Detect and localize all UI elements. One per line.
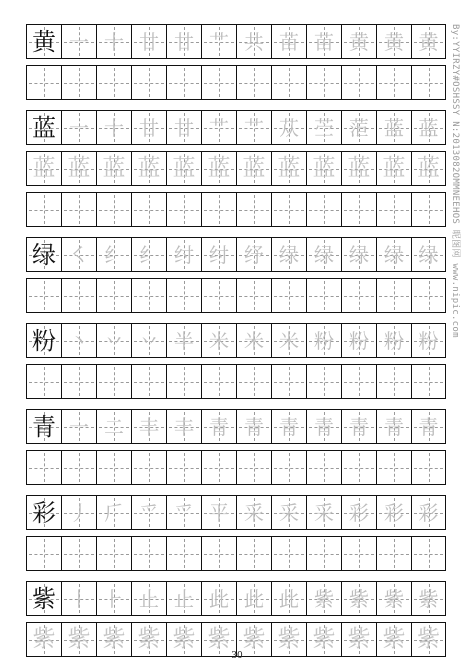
trace-character: 蓝: [347, 155, 371, 181]
stroke-step-cell: [166, 238, 201, 271]
stroke-step: 绿: [384, 242, 404, 267]
practice-cell[interactable]: [26, 537, 61, 570]
practice-cell[interactable]: [411, 537, 446, 570]
stroke-step-cell: [166, 582, 201, 615]
stroke-step-cell: [341, 496, 376, 529]
stroke-step: 十: [104, 115, 124, 140]
stroke-step-cell: [271, 25, 306, 58]
practice-cell[interactable]: [96, 66, 131, 99]
stroke-step-cell: [411, 324, 446, 357]
stroke-step: 苁: [279, 115, 299, 140]
trace-character: 蓝: [277, 155, 301, 181]
trace-cell: [376, 152, 411, 185]
stroke-step-cell: [376, 324, 411, 357]
stroke-step-cell: [376, 25, 411, 58]
stroke-step-cell: [341, 111, 376, 144]
practice-cell[interactable]: [96, 193, 131, 226]
model-character: 蓝: [32, 113, 56, 142]
stroke-step-cell: [96, 238, 131, 271]
stroke-step: 黄: [384, 29, 404, 54]
practice-cell[interactable]: [271, 537, 306, 570]
practice-cell[interactable]: [131, 451, 166, 484]
stroke-step-cell: [271, 582, 306, 615]
stroke-step: 半: [174, 328, 194, 353]
stroke-step: 紫: [418, 586, 439, 611]
stroke-step: 黄: [349, 29, 369, 54]
trace-character: 蓝: [67, 155, 91, 181]
practice-cell[interactable]: [26, 451, 61, 484]
stroke-step: 粉: [418, 328, 439, 353]
trace-cell: [236, 152, 271, 185]
stroke-step-cell: [271, 324, 306, 357]
stroke-step-cell: [236, 410, 271, 443]
stroke-step: 爫: [174, 500, 194, 525]
practice-cell[interactable]: [411, 451, 446, 484]
stroke-step: 青: [209, 414, 229, 439]
stroke-step-cell: [166, 324, 201, 357]
stroke-step: 纟: [139, 242, 159, 267]
blank-practice-row: [26, 192, 446, 227]
stroke-order-row: [26, 581, 446, 616]
stroke-step: 青: [418, 414, 439, 439]
practice-cell[interactable]: [166, 365, 201, 398]
stroke-step-cell: [341, 324, 376, 357]
model-character-cell: [26, 238, 61, 271]
model-character-cell: [26, 410, 61, 443]
practice-cell[interactable]: [201, 365, 236, 398]
stroke-step-cell: [166, 410, 201, 443]
stroke-step-cell: [376, 238, 411, 271]
stroke-step-cell: [236, 582, 271, 615]
stroke-step-cell: [271, 111, 306, 144]
practice-cell[interactable]: [166, 279, 201, 312]
stroke-step-cell: [201, 496, 236, 529]
stroke-step: 平: [209, 500, 229, 525]
trace-character: 蓝: [207, 155, 231, 181]
blank-practice-row: [26, 364, 446, 399]
trace-character: 紫: [417, 626, 441, 652]
stroke-step: 艹: [209, 115, 229, 140]
trace-cell: [131, 152, 166, 185]
trace-cell: [271, 152, 306, 185]
practice-cell[interactable]: [131, 365, 166, 398]
trace-character: 蓝: [242, 155, 266, 181]
model-character-cell: [26, 324, 61, 357]
stroke-step: 止: [139, 586, 159, 611]
stroke-step: 绿: [279, 242, 299, 267]
stroke-step: 十: [104, 29, 124, 54]
stroke-step-cell: [411, 496, 446, 529]
practice-cell[interactable]: [201, 193, 236, 226]
page-number: 30: [231, 651, 243, 661]
stroke-step: 菃: [349, 115, 369, 140]
trace-cell: [341, 152, 376, 185]
practice-cell[interactable]: [131, 66, 166, 99]
practice-cell[interactable]: [376, 66, 411, 99]
stroke-step-cell: [376, 582, 411, 615]
stroke-step-cell: [131, 238, 166, 271]
stroke-step-cell: [236, 496, 271, 529]
stroke-step: 共: [244, 29, 264, 54]
practice-cell[interactable]: [271, 193, 306, 226]
stroke-step-cell: [131, 410, 166, 443]
practice-cell[interactable]: [236, 451, 271, 484]
stroke-step: 苎: [314, 115, 334, 140]
stroke-step: 爫: [139, 500, 159, 525]
practice-cell[interactable]: [201, 279, 236, 312]
stroke-step: 粉: [349, 328, 369, 353]
stroke-step-cell: [376, 410, 411, 443]
stroke-order-row: [26, 24, 446, 59]
practice-cell[interactable]: [61, 451, 96, 484]
stroke-step: 一: [69, 29, 89, 54]
stroke-order-row: [26, 323, 446, 358]
stroke-step-cell: [411, 582, 446, 615]
practice-cell[interactable]: [166, 193, 201, 226]
stroke-step: 止: [174, 586, 194, 611]
stroke-step-cell: [341, 410, 376, 443]
trace-character: 紫: [102, 626, 126, 652]
stroke-step-cell: [61, 324, 96, 357]
trace-character: 蓝: [172, 155, 196, 181]
stroke-step-cell: [376, 111, 411, 144]
practice-cell[interactable]: [376, 193, 411, 226]
practice-cell[interactable]: [166, 66, 201, 99]
stroke-step: 此: [209, 586, 229, 611]
practice-cell[interactable]: [96, 279, 131, 312]
practice-cell[interactable]: [306, 193, 341, 226]
stroke-step-cell: [131, 582, 166, 615]
stroke-step: 黄: [418, 29, 439, 54]
stroke-step: 此: [279, 586, 299, 611]
practice-cell[interactable]: [61, 66, 96, 99]
stroke-step: 青: [314, 414, 334, 439]
practice-cell[interactable]: [61, 193, 96, 226]
stroke-step-cell: [201, 410, 236, 443]
trace-character: 蓝: [382, 155, 406, 181]
stroke-order-row: [26, 495, 446, 530]
practice-cell[interactable]: [341, 365, 376, 398]
stroke-step-cell: [61, 410, 96, 443]
stroke-step-cell: [201, 582, 236, 615]
blank-practice-row: [26, 450, 446, 485]
stroke-step: 纾: [244, 242, 264, 267]
stroke-step-cell: [166, 111, 201, 144]
model-character: 青: [32, 412, 56, 441]
stroke-step: 艹: [209, 29, 229, 54]
trace-character: 紫: [67, 626, 91, 652]
model-character: 彩: [32, 498, 56, 527]
stroke-step-cell: [96, 496, 131, 529]
stroke-step-cell: [96, 410, 131, 443]
stroke-step: 绿: [314, 242, 334, 267]
trace-cell: [96, 152, 131, 185]
trace-character: 蓝: [312, 155, 336, 181]
trace-cell: [166, 152, 201, 185]
stroke-step: 廿: [139, 29, 159, 54]
stroke-step: 采: [314, 500, 334, 525]
practice-cell[interactable]: [271, 66, 306, 99]
practice-cell[interactable]: [271, 451, 306, 484]
stroke-step-cell: [166, 25, 201, 58]
stroke-step: 米: [244, 328, 264, 353]
stroke-step-cell: [306, 496, 341, 529]
stroke-step-cell: [201, 25, 236, 58]
blank-practice-row: [26, 536, 446, 571]
stroke-step: 紫: [349, 586, 369, 611]
practice-cell[interactable]: [236, 66, 271, 99]
practice-cell[interactable]: [26, 279, 61, 312]
stroke-step: 绿: [418, 242, 439, 267]
stroke-step: 丷: [139, 328, 159, 353]
practice-cell[interactable]: [26, 365, 61, 398]
stroke-step-cell: [376, 496, 411, 529]
stroke-step-cell: [61, 496, 96, 529]
stroke-step: 苗: [279, 29, 299, 54]
stroke-step: 苗: [314, 29, 334, 54]
watermark-text: By:YYIRZY#OSHSSY N:2013082OMMNEEHOS 昵图网 www.nipic.com: [450, 24, 460, 338]
stroke-order-row: [26, 237, 446, 272]
practice-cell[interactable]: [271, 279, 306, 312]
practice-cell[interactable]: [236, 365, 271, 398]
stroke-step-cell: [96, 582, 131, 615]
stroke-step-cell: [306, 410, 341, 443]
practice-cell[interactable]: [61, 365, 96, 398]
practice-cell[interactable]: [306, 451, 341, 484]
blank-practice-row: [26, 65, 446, 100]
trace-character: 紫: [347, 626, 371, 652]
stroke-step: 彩: [384, 500, 404, 525]
stroke-step: 𠂆: [104, 500, 124, 525]
practice-cell[interactable]: [376, 451, 411, 484]
trace-character: 紫: [312, 626, 336, 652]
stroke-step: 彩: [418, 500, 439, 525]
practice-cell[interactable]: [271, 365, 306, 398]
stroke-step: 廿: [139, 115, 159, 140]
practice-cell[interactable]: [131, 279, 166, 312]
stroke-step: 丿: [69, 500, 89, 525]
practice-cell[interactable]: [236, 537, 271, 570]
practice-cell[interactable]: [306, 279, 341, 312]
trace-character: 蓝: [32, 155, 56, 181]
practice-cell[interactable]: [341, 537, 376, 570]
blank-practice-row: [26, 278, 446, 313]
stroke-step-cell: [411, 410, 446, 443]
stroke-step: 一: [69, 115, 89, 140]
stroke-step-cell: [236, 111, 271, 144]
practice-cell[interactable]: [236, 193, 271, 226]
stroke-step-cell: [201, 238, 236, 271]
stroke-step: 艹: [244, 115, 264, 140]
stroke-step: 青: [279, 414, 299, 439]
practice-cell[interactable]: [166, 451, 201, 484]
stroke-step: 彩: [349, 500, 369, 525]
stroke-step: 丶: [69, 328, 89, 353]
stroke-step-cell: [306, 25, 341, 58]
stroke-step-cell: [131, 496, 166, 529]
stroke-step: 紫: [384, 586, 404, 611]
stroke-step-cell: [306, 238, 341, 271]
stroke-step: 丰: [139, 414, 159, 439]
stroke-step-cell: [201, 111, 236, 144]
practice-cell[interactable]: [96, 365, 131, 398]
stroke-step-cell: [341, 238, 376, 271]
practice-cell[interactable]: [411, 365, 446, 398]
stroke-step-cell: [131, 25, 166, 58]
stroke-step-cell: [96, 324, 131, 357]
stroke-step: ⺊: [104, 586, 124, 611]
practice-cell[interactable]: [61, 279, 96, 312]
practice-cell[interactable]: [341, 279, 376, 312]
practice-cell[interactable]: [131, 193, 166, 226]
practice-cell[interactable]: [376, 365, 411, 398]
practice-cell[interactable]: [341, 451, 376, 484]
stroke-step: 青: [349, 414, 369, 439]
stroke-step-cell: [411, 111, 446, 144]
practice-cell[interactable]: [26, 66, 61, 99]
practice-cell[interactable]: [131, 537, 166, 570]
practice-cell[interactable]: [376, 279, 411, 312]
model-character-cell: [26, 496, 61, 529]
stroke-step-cell: [131, 111, 166, 144]
stroke-step: 蓝: [418, 115, 439, 140]
stroke-step-cell: [201, 324, 236, 357]
stroke-step: 米: [279, 328, 299, 353]
trace-character: 紫: [242, 626, 266, 652]
practice-cell[interactable]: [306, 66, 341, 99]
practice-cell[interactable]: [61, 537, 96, 570]
practice-cell[interactable]: [201, 66, 236, 99]
stroke-step-cell: [306, 324, 341, 357]
trace-character: 紫: [382, 626, 406, 652]
model-character: 紫: [32, 584, 56, 613]
trace-cell: [201, 152, 236, 185]
stroke-step: 丷: [104, 328, 124, 353]
model-character-cell: [26, 582, 61, 615]
stroke-step-cell: [341, 582, 376, 615]
trace-row: [26, 151, 446, 186]
trace-character: 紫: [207, 626, 231, 652]
practice-cell[interactable]: [411, 193, 446, 226]
trace-character: 蓝: [102, 155, 126, 181]
stroke-step: 采: [244, 500, 264, 525]
practice-cell[interactable]: [341, 193, 376, 226]
stroke-step: 廿: [174, 115, 194, 140]
practice-cell[interactable]: [201, 537, 236, 570]
watermark: [451, 24, 467, 624]
stroke-step-cell: [411, 25, 446, 58]
practice-cell[interactable]: [96, 537, 131, 570]
stroke-step: 青: [244, 414, 264, 439]
stroke-step-cell: [131, 324, 166, 357]
model-character: 绿: [32, 240, 56, 269]
trace-character: 紫: [277, 626, 301, 652]
practice-cell[interactable]: [201, 451, 236, 484]
practice-cell[interactable]: [341, 66, 376, 99]
practice-cell[interactable]: [96, 451, 131, 484]
trace-character: 蓝: [137, 155, 161, 181]
stroke-step-cell: [306, 111, 341, 144]
stroke-step-cell: [236, 238, 271, 271]
model-character-cell: [26, 25, 61, 58]
stroke-step-cell: [96, 25, 131, 58]
stroke-step: 青: [384, 414, 404, 439]
trace-character: 紫: [172, 626, 196, 652]
trace-cell: [411, 152, 446, 185]
trace-character: 紫: [137, 626, 161, 652]
trace-cell: [306, 152, 341, 185]
stroke-step-cell: [411, 238, 446, 271]
stroke-step: 二: [104, 414, 124, 439]
stroke-step: 此: [244, 586, 264, 611]
model-character: 黄: [32, 27, 56, 56]
stroke-step-cell: [236, 25, 271, 58]
practice-cell[interactable]: [306, 365, 341, 398]
stroke-step-cell: [166, 496, 201, 529]
trace-cell: [61, 152, 96, 185]
stroke-step: 粉: [384, 328, 404, 353]
practice-cell[interactable]: [376, 537, 411, 570]
stroke-step: 粉: [314, 328, 334, 353]
stroke-step: 纟: [104, 242, 124, 267]
stroke-step: 蓝: [384, 115, 404, 140]
stroke-step-cell: [271, 410, 306, 443]
stroke-step: 米: [209, 328, 229, 353]
practice-cell[interactable]: [411, 66, 446, 99]
stroke-step-cell: [61, 582, 96, 615]
stroke-step-cell: [61, 25, 96, 58]
stroke-step: 纣: [174, 242, 194, 267]
stroke-step-cell: [341, 25, 376, 58]
stroke-step: 绿: [349, 242, 369, 267]
stroke-step: 丰: [174, 414, 194, 439]
stroke-step-cell: [61, 238, 96, 271]
practice-cell[interactable]: [166, 537, 201, 570]
model-character: 粉: [32, 326, 56, 355]
practice-cell[interactable]: [411, 279, 446, 312]
stroke-step-cell: [61, 111, 96, 144]
stroke-step: 一: [69, 414, 89, 439]
stroke-step-cell: [236, 324, 271, 357]
practice-cell[interactable]: [26, 193, 61, 226]
practice-cell[interactable]: [306, 537, 341, 570]
stroke-step: ㇛: [69, 242, 89, 267]
stroke-step-cell: [96, 111, 131, 144]
stroke-order-row: [26, 409, 446, 444]
stroke-order-row: [26, 110, 446, 145]
stroke-step: 丨: [69, 586, 89, 611]
stroke-step-cell: [271, 496, 306, 529]
trace-cell: [26, 152, 61, 185]
stroke-step: 采: [279, 500, 299, 525]
stroke-step-cell: [306, 582, 341, 615]
stroke-step: 紫: [314, 586, 334, 611]
stroke-step-cell: [271, 238, 306, 271]
trace-character: 紫: [32, 626, 56, 652]
model-character-cell: [26, 111, 61, 144]
practice-cell[interactable]: [236, 279, 271, 312]
stroke-step: 廿: [174, 29, 194, 54]
trace-character: 蓝: [417, 155, 441, 181]
stroke-step: 纣: [209, 242, 229, 267]
